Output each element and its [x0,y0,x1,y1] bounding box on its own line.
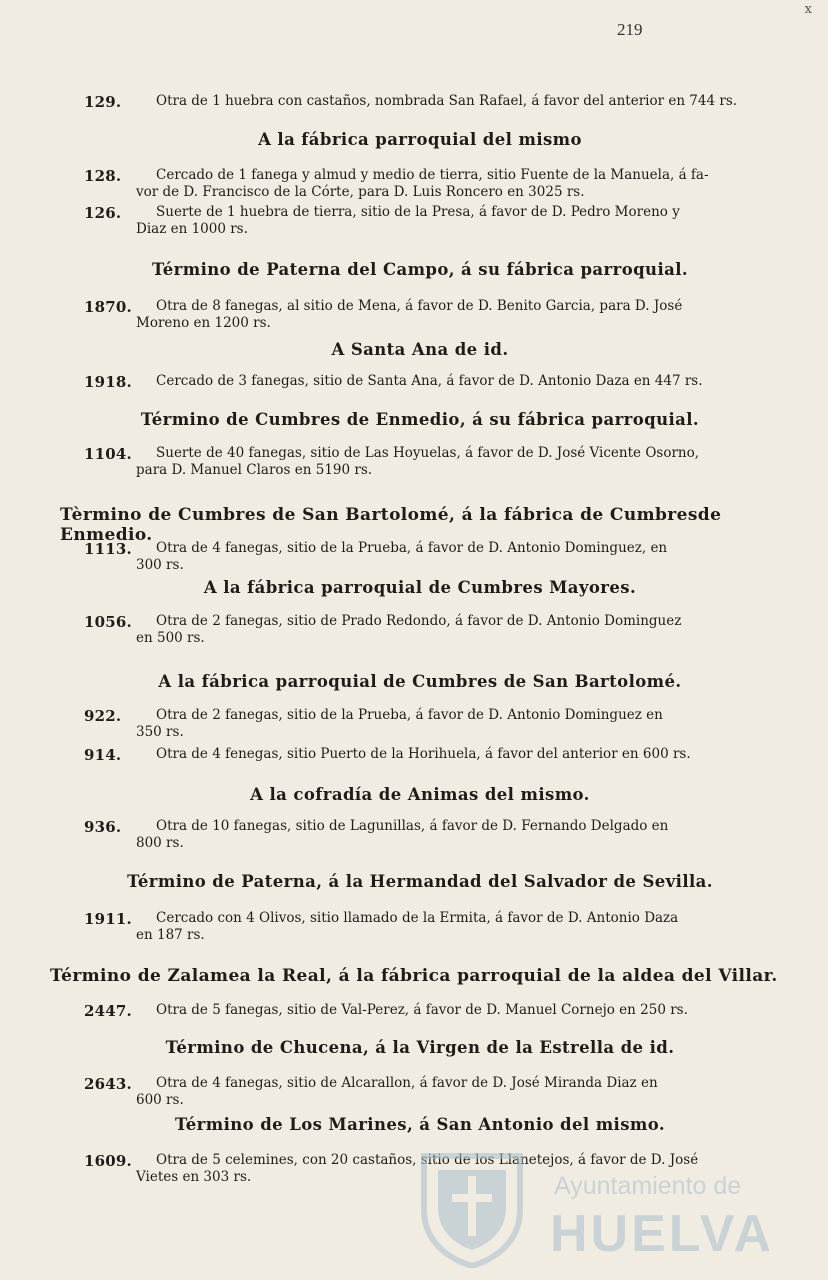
corner-mark: x [804,2,812,17]
record-number: 128. [84,167,122,185]
record-number: 1104. [84,445,132,463]
record-number: 1918. [84,373,132,391]
record-text [136,818,772,852]
watermark-line1: Ayuntamiento de [554,1172,742,1200]
record-number: 1113. [84,540,132,558]
record-number: 126. [84,204,122,222]
record-line: Vietes en 303 rs. [136,1169,252,1185]
record-line: vor de D. Francisco de la Córte, para D. Luis Roncero en 3025 rs. [136,184,585,200]
section-heading: Término de Cumbres de Enmedio, á su fábrica parroquial. [140,410,700,429]
record-line: en 187 rs. [136,927,205,943]
record-text [156,373,772,390]
record-number: 1609. [84,1152,132,1170]
record-line: Otra de 2 fanegas, sitio de Prado Redondo, á favor de D. Antonio Dominguez [156,613,682,629]
record-number: 2447. [84,1002,132,1020]
record-line: Suerte de 1 huebra de tierra, sitio de la Presa, á favor de D. Pedro Moreno y [156,204,680,220]
section-heading: A Santa Ana de id. [331,340,509,359]
record-line: Suerte de 40 fanegas, sitio de Las Hoyuelas, á favor de D. José Vicente Osorno, [156,445,700,461]
record-number: 922. [84,707,122,725]
record-line: Moreno en 1200 rs. [136,315,271,331]
record-number: 1056. [84,613,132,631]
record-number: 1911. [84,910,132,928]
record-number: 2643. [84,1075,132,1093]
record-line: Otra de 5 fanegas, sitio de Val-Perez, á favor de D. Manuel Cornejo en 250 rs. [156,1002,688,1018]
coat-of-arms-icon [418,1148,526,1268]
record-text [156,746,772,763]
record-text [136,540,772,574]
watermark [418,1148,778,1273]
section-heading: Término de Zalamea la Real, á la fábrica parroquial de la aldea del Villar. [50,966,778,986]
section-heading: A la cofradía de Animas del mismo. [250,785,590,804]
section-heading: Término de Paterna, á la Hermandad del Salvador de Sevilla. [127,872,713,891]
record-line: 600 rs. [136,1092,184,1108]
record-line: Diaz en 1000 rs. [136,221,248,237]
record-number: 129. [84,93,122,111]
record-text [136,707,772,741]
record-line: 300 rs. [136,557,184,573]
section-heading: Término de Paterna del Campo, á su fábrica parroquial. [151,260,689,279]
record-line: Otra de 2 fanegas, sitio de la Prueba, á favor de D. Antonio Dominguez en [156,707,663,723]
record-line: en 500 rs. [136,630,205,646]
record-line: 800 rs. [136,835,184,851]
section-heading: Término de Chucena, á la Virgen de la Estrella de id. [165,1038,675,1057]
record-line: Otra de 5 celemines, con 20 castaños, sitio de los Llanetejos, á favor de D. José [156,1152,699,1168]
record-line: Cercado de 1 fanega y almud y medio de tierra, sitio Fuente de la Manuela, á fa- [156,167,709,183]
record-text [136,167,772,201]
record-number: 1870. [84,298,132,316]
record-line: Otra de 4 fanegas, sitio de la Prueba, á favor de D. Antonio Dominguez, en [156,540,668,556]
record-line: Cercado con 4 Olivos, sitio llamado de la Ermita, á favor de D. Antonio Daza [156,910,679,926]
watermark-line2: HUELVA [550,1205,775,1263]
record-line: Otra de 4 fanegas, sitio de Alcarallon, á favor de D. José Miranda Diaz en [156,1075,658,1091]
section-heading: A la fábrica parroquial del mismo [258,130,582,149]
record-line: Otra de 8 fanegas, al sitio de Mena, á favor de D. Benito Garcia, para D. José [156,298,683,314]
record-text [136,298,772,332]
record-text [136,204,772,238]
section-heading: Tèrmino de Cumbres de San Bartolomé, á la fábrica de Cumbresde Enmedio. [60,505,722,545]
record-text [136,613,772,647]
section-heading: Término de Los Marines, á San Antonio del mismo. [174,1115,666,1134]
record-text [156,1002,772,1019]
record-line: Otra de 4 fenegas, sitio Puerto de la Horihuela, á favor del anterior en 600 rs. [156,746,691,762]
record-text [136,445,772,479]
record-line: Otra de 1 huebra con castaños, nombrada San Rafael, á favor del anterior en 744 rs. [156,93,738,109]
section-heading: A la fábrica parroquial de Cumbres de San Bartolomé. [158,672,682,691]
record-number: 936. [84,818,122,836]
record-number: 914. [84,746,122,764]
record-line: Otra de 10 fanegas, sitio de Lagunillas, á favor de D. Fernando Delgado en [156,818,669,834]
record-text [156,93,772,110]
page-number: 219 [617,20,643,39]
record-line: 350 rs. [136,724,184,740]
record-line: Cercado de 3 fanegas, sitio de Santa Ana, á favor de D. Antonio Daza en 447 rs. [156,373,703,389]
section-heading: A la fábrica parroquial de Cumbres Mayores. [203,578,637,597]
record-text [136,1075,772,1109]
record-text [136,910,772,944]
record-line: para D. Manuel Claros en 5190 rs. [136,462,373,478]
